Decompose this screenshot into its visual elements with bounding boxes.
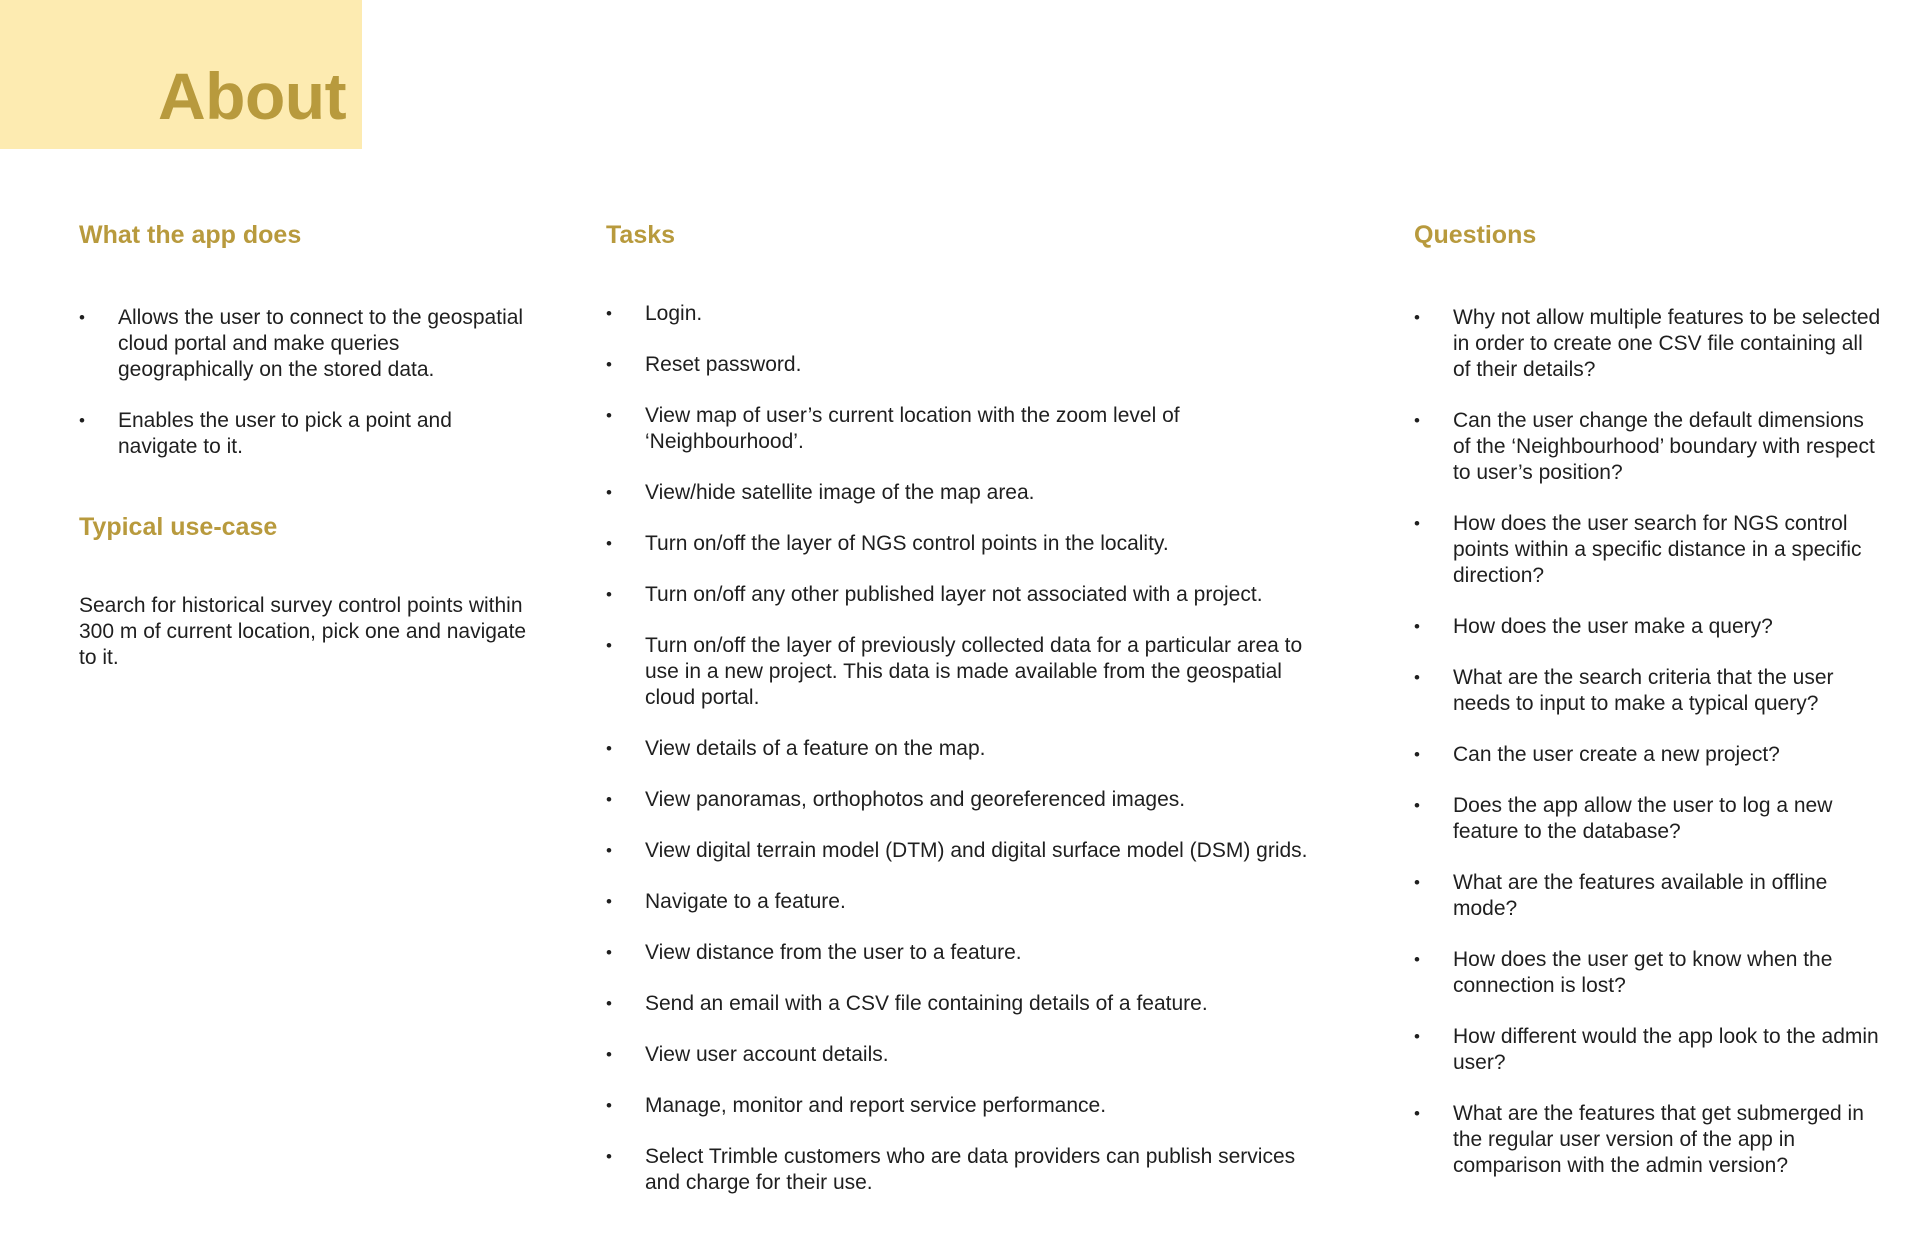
list-item: • Why not allow multiple features to be selected in order to create one CSV file containing all of their details? xyxy=(1414,305,1884,383)
list-item: • Can the user change the default dimensions of the ‘Neighbourhood’ boundary with respect to user’s position? xyxy=(1414,408,1884,486)
what-app-does-list xyxy=(79,305,524,485)
list-item: • View map of user’s current location with the zoom level of ‘Neighbourhood’. xyxy=(606,403,1326,455)
list-item: • Allows the user to connect to the geospatial cloud portal and make queries geographically on the stored data. xyxy=(79,305,524,383)
list-item: • Enables the user to pick a point and navigate to it. xyxy=(79,408,524,460)
list-item: • Navigate to a feature. xyxy=(606,889,1326,915)
list-item: • View user account details. xyxy=(606,1042,1326,1068)
list-item: • Does the app allow the user to log a new feature to the database? xyxy=(1414,793,1884,845)
list-item: • View panoramas, orthophotos and georeferenced images. xyxy=(606,787,1326,813)
list-item: • View/hide satellite image of the map area. xyxy=(606,480,1326,506)
list-item: • Select Trimble customers who are data providers can publish services and charge for their use. xyxy=(606,1144,1326,1196)
list-item: • View distance from the user to a feature. xyxy=(606,940,1326,966)
list-item: • Turn on/off the layer of previously collected data for a particular area to use in a new project. This data is made available from the geospatial cloud portal. xyxy=(606,633,1326,711)
what-app-does-heading: What the app does xyxy=(79,221,302,249)
list-item: • What are the features that get submerged in the regular user version of the app in comparison with the admin version? xyxy=(1414,1101,1884,1179)
list-item: • Turn on/off the layer of NGS control points in the locality. xyxy=(606,531,1326,557)
list-item: • How different would the app look to the admin user? xyxy=(1414,1024,1884,1076)
list-item: • Reset password. xyxy=(606,352,1326,378)
list-item: • Can the user create a new project? xyxy=(1414,742,1884,768)
questions-list xyxy=(1414,305,1884,1204)
list-item: • Send an email with a CSV file containing details of a feature. xyxy=(606,991,1326,1017)
list-item: • View digital terrain model (DTM) and digital surface model (DSM) grids. xyxy=(606,838,1326,864)
list-item: • How does the user search for NGS control points within a specific distance in a specific direction? xyxy=(1414,511,1884,589)
questions-heading: Questions xyxy=(1414,221,1537,249)
list-item: • How does the user get to know when the connection is lost? xyxy=(1414,947,1884,999)
tasks-list xyxy=(606,301,1326,1221)
tasks-heading: Tasks xyxy=(606,221,676,249)
page-title: About xyxy=(158,59,347,133)
list-item: • Login. xyxy=(606,301,1326,327)
typical-use-case-text: Search for historical survey control points within 300 m of current location, pick one and navigate to it. xyxy=(79,594,527,669)
list-item: • How does the user make a query? xyxy=(1414,614,1884,640)
list-item: • What are the search criteria that the user needs to input to make a typical query? xyxy=(1414,665,1884,717)
list-item: • Manage, monitor and report service performance. xyxy=(606,1093,1326,1119)
list-item: • Turn on/off any other published layer not associated with a project. xyxy=(606,582,1326,608)
typical-use-case-heading: Typical use-case xyxy=(79,513,278,541)
list-item: • View details of a feature on the map. xyxy=(606,736,1326,762)
list-item: • What are the features available in offline mode? xyxy=(1414,870,1884,922)
